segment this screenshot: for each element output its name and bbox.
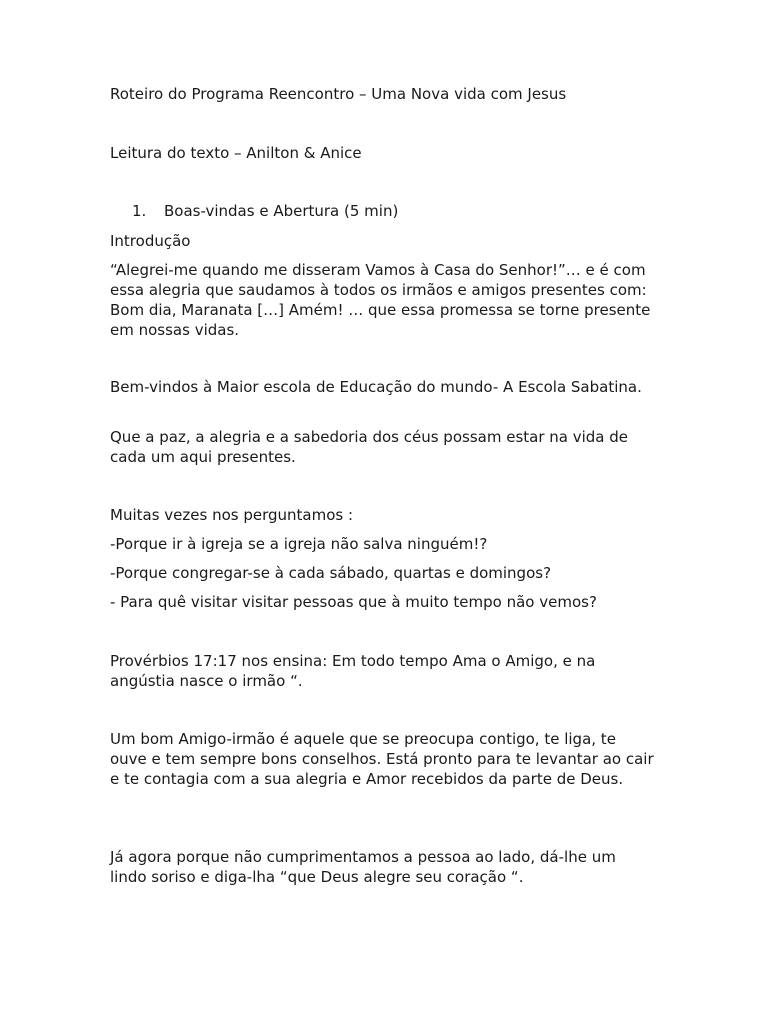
paragraph-greet-neighbor: Já agora porque não cumprimentamos a pessoa ao lado, dá-lhe um lindo soriso e diga-lha “que Deus alegre seu coração “. <box>110 848 616 886</box>
question-congregate: -Porque congregar-se à cada sábado, quartas e domingos? <box>110 564 552 582</box>
list-item <box>132 201 652 221</box>
list-item-number: 1. <box>132 202 147 220</box>
list-item-text: Boas-vindas e Abertura (5 min) <box>164 202 399 220</box>
intro-heading: Introdução <box>110 232 191 250</box>
paragraph-greeting: “Alegrei-me quando me disseram Vamos à Casa do Senhor!”… e é com essa alegria que saudamos à todos os irmãos e amigos presentes com: Bom dia, Maranata […] Amém! … que essa promessa se torne presente em nossas vidas. <box>110 261 651 339</box>
paragraph-peace: Que a paz, a alegria e a sabedoria dos céus possam estar na vida de cada um aqui presentes. <box>110 428 629 466</box>
paragraph-welcome: Bem-vindos à Maior escola de Educação do mundo- A Escola Sabatina. <box>110 378 642 396</box>
paragraph-questions-intro: Muitas vezes nos perguntamos : <box>110 506 354 524</box>
question-visit: - Para quê visitar visitar pessoas que à muito tempo não vemos? <box>110 593 597 611</box>
paragraph-friend: Um bom Amigo-irmão é aquele que se preocupa contigo, te liga, te ouve e tem sempre bons conselhos. Está pronto para te levantar ao cair e te contagia com a sua alegria e Amor recebidos da parte de Deus. <box>110 730 654 788</box>
document-title: Roteiro do Programa Reencontro – Uma Nova vida com Jesus <box>110 85 567 103</box>
paragraph-proverbs: Provérbios 17:17 nos ensina: Em todo tempo Ama o Amigo, e na angústia nasce o irmão “. <box>110 652 596 690</box>
reading-credit: Leitura do texto – Anilton & Anice <box>110 144 362 162</box>
question-church: -Porque ir à igreja se a igreja não salva ninguém!? <box>110 535 488 553</box>
